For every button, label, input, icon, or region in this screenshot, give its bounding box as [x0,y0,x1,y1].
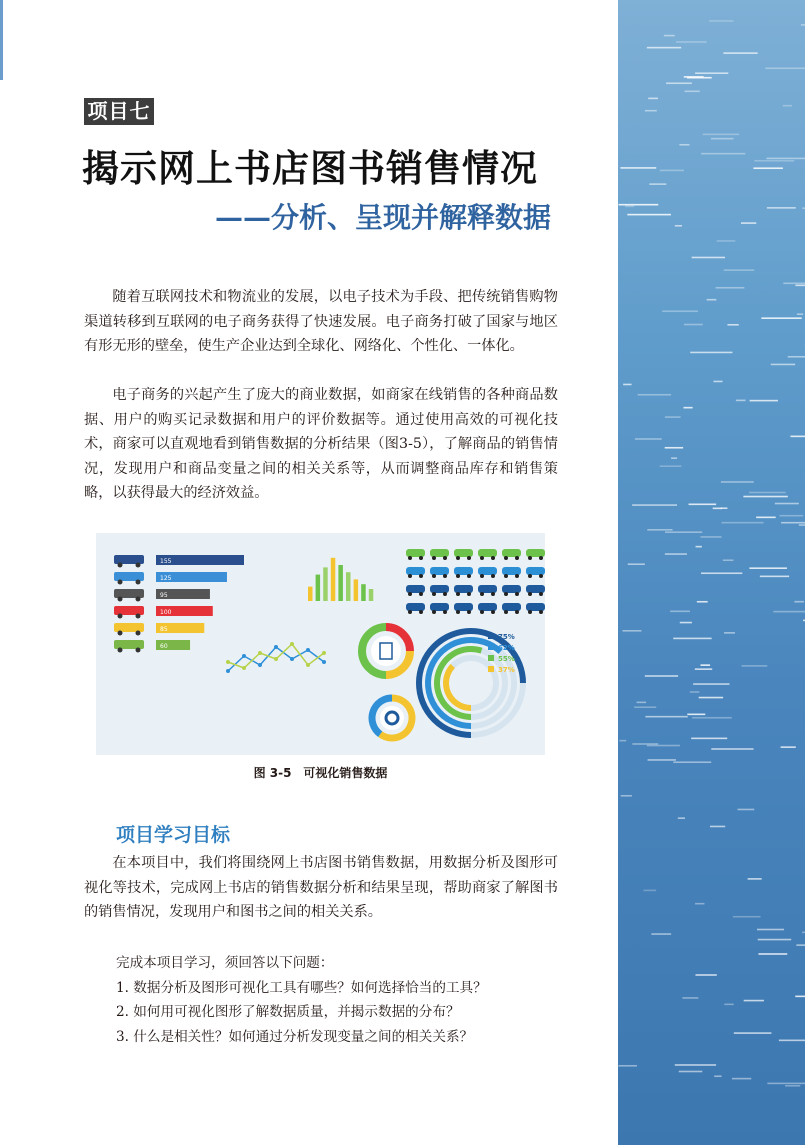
vehicle-icon [114,606,144,615]
question-item: 3. 什么是相关性？如何通过分析发现变量之间的相关关系？ [116,1028,474,1045]
sidebar-streak [738,809,755,811]
sidebar-streak [701,572,742,574]
sidebar-streak [665,553,687,555]
sidebar-streak [619,740,626,742]
vehicle-wheel [136,614,141,619]
car-wheel [456,574,460,578]
sidebar-streak [632,504,677,506]
sidebar-streak [781,746,796,748]
sidebar-streak [673,761,711,763]
sidebar-streak [757,929,784,931]
line-point [306,648,310,652]
sidebar-streak [749,492,786,494]
car-wheel [504,610,508,614]
sidebar-streak [635,438,662,440]
sidebar-streak [679,1071,703,1073]
section-heading-goals: 项目学习目标 [116,824,231,846]
sidebar-streak [621,795,632,797]
line-point [226,669,230,673]
sidebar-streak [796,944,805,946]
car-wheel [419,556,423,560]
column [354,579,359,601]
line-point [258,651,262,655]
car-icon [502,549,521,557]
sidebar-streak [647,47,681,49]
sidebar-streak [788,356,805,358]
sidebar-streak [750,400,778,402]
vehicle-wheel [118,614,123,619]
sidebar-streak [647,745,680,747]
sidebar-streak [695,974,716,976]
donut-legend-label: 55% [498,655,515,663]
car-icon [406,585,425,593]
car-wheel [467,574,471,578]
donut-legend-label: 62% [498,644,515,652]
car-wheel [528,574,532,578]
sidebar-streak [756,517,776,519]
sidebar-streak [724,269,754,271]
sidebar-streak [749,567,786,569]
page-subtitle: ——分析、呈现并解释数据 [214,201,551,234]
bar-label: 95 [160,592,168,599]
figure-graphic [96,533,545,755]
sidebar-streak [693,683,729,685]
vehicle-wheel [136,648,141,653]
car-wheel [491,574,495,578]
donut-legend-swatch [488,666,494,672]
line-point [290,657,294,661]
sidebar-streak [665,531,702,533]
car-icon [454,603,473,611]
sidebar-streak [684,76,704,78]
car-icon [502,585,521,593]
sidebar-streak [801,24,805,26]
sidebar-streak [723,52,757,54]
car-wheel [480,556,484,560]
car-wheel [515,574,519,578]
vehicle-icon [114,572,144,581]
sidebar-streak [645,110,657,112]
sidebar-streak [744,1000,764,1002]
sidebar-streak [795,285,805,287]
vehicle-wheel [118,648,123,653]
car-icon [430,549,449,557]
sidebar-streak [781,522,805,524]
car-wheel [528,592,532,596]
sidebar-streak [785,1085,800,1087]
vehicle-icon [114,555,144,564]
sidebar-streak [651,933,671,935]
sidebar-streak [695,903,704,905]
sidebar-streak [754,160,794,162]
vehicle-icon [114,640,144,649]
sidebar-streak [748,878,762,880]
car-wheel [408,574,412,578]
sidebar-streak [721,481,754,483]
figure-caption: 图 3-5 可视化销售数据 [253,766,388,780]
line-point [242,666,246,670]
car-wheel [467,556,471,560]
sidebar-streak [727,324,738,326]
sidebar-streak [709,20,733,22]
car-wheel [432,592,436,596]
sidebar-streak [687,714,705,716]
car-wheel [504,556,508,560]
corner-mark [0,0,3,80]
sidebar-streak [696,546,702,548]
donut-legend-swatch [488,633,494,639]
sidebar-streak [717,240,736,242]
sidebar-streak [670,611,690,613]
sidebar-streak [732,1078,751,1080]
sidebar-streak [619,204,659,206]
line-point [306,663,310,667]
column [369,589,374,601]
vehicle-wheel [136,597,141,602]
car-wheel [491,592,495,596]
sidebar-streak [675,225,682,227]
sidebar-streak [623,630,642,632]
sidebar-streak [767,207,796,209]
car-wheel [443,574,447,578]
sidebar-streak [691,738,727,740]
donut-legend-swatch [488,655,494,661]
sidebar-streak [625,206,634,208]
car-icon [478,585,497,593]
car-wheel [491,556,495,560]
vehicle-wheel [118,563,123,568]
column [361,584,366,601]
sidebar-streak [695,668,712,670]
sidebar-streak [666,82,692,84]
sidebar-streak [734,1032,772,1034]
sidebar-streak [695,72,728,74]
car-wheel [408,556,412,560]
sidebar-streak [645,716,687,718]
line-point [322,651,326,655]
sidebar-streak [723,559,734,561]
donut-legend-label: 37% [498,666,515,674]
sidebar-streak [742,665,768,667]
sidebar-streak [680,622,692,624]
sidebar-streak [724,632,735,634]
vehicle-wheel [118,597,123,602]
sidebar-streak [690,352,732,354]
car-icon [406,567,425,575]
sidebar-streak [678,817,685,819]
car-wheel [443,592,447,596]
sidebar-streak [662,310,698,312]
line-point [290,642,294,646]
car-wheel [419,610,423,614]
clipboard-ring-center [371,636,401,666]
question-item: 1. 数据分析及图形可视化工具有哪些？如何选择恰当的工具？ [116,979,487,996]
sidebar-streak [700,664,710,666]
page-title: 揭示网上书店图书销售情况 [82,146,538,190]
donut-legend-swatch [488,644,494,650]
car-wheel [504,592,508,596]
sidebar-streak [741,222,756,224]
sidebar-streak [771,364,795,366]
car-wheel [480,592,484,596]
sidebar-streak [684,324,703,326]
sidebar-streak [682,997,698,999]
car-wheel [408,592,412,596]
sidebar-streak [634,706,656,708]
column [346,572,351,601]
sidebar-streak [766,158,805,160]
sidebar-streak [683,407,692,409]
sidebar-streak [703,134,739,136]
sidebar-streak [689,503,717,505]
sidebar-streak [665,416,681,418]
sidebar-streak [665,447,683,449]
sidebar-streak [685,91,700,93]
car-wheel [408,610,412,614]
line-point [274,657,278,661]
vehicle-wheel [136,631,141,636]
sidebar-streak [779,1040,805,1042]
sidebar-streak [671,457,677,459]
car-wheel [539,556,543,560]
sidebar-streak [647,529,672,531]
sidebar-streak [660,170,684,172]
vehicle-icon [114,589,144,598]
sidebar-streak [690,691,699,693]
sidebar-streak [714,1075,721,1077]
vehicle-wheel [118,580,123,585]
car-wheel [528,556,532,560]
sidebar-streak [775,503,799,505]
car-wheel [432,610,436,614]
sidebar-streak [638,394,671,396]
line-point [242,654,246,658]
sidebar-streak [758,953,787,955]
car-icon [430,585,449,593]
sidebar-streak [716,287,745,289]
car-wheel [456,556,460,560]
question-list [84,951,558,1049]
sidebar-streak [760,576,789,578]
car-wheel [432,556,436,560]
sidebar-streak [795,996,805,998]
sidebar-streak [753,167,783,169]
bar-label: 60 [160,643,168,650]
sidebar-streak [767,1083,805,1085]
sidebar-streak [618,1065,637,1067]
sidebar-streak [697,601,708,603]
sidebar-streak [637,702,647,704]
sidebar-streak [673,638,711,640]
goals-paragraph: 在本项目中，我们将围绕网上书店图书销售数据，用数据分析及图形可视化等技术，完成网上书店的销售数据分析和结果呈现，帮助商家了解图书的销售情况，发现用户和图书之间的相关关系。 [84,855,558,920]
car-wheel [456,610,460,614]
donut-legend-label: 75% [498,633,515,641]
sidebar-streak [623,384,631,386]
sidebar-streak [660,465,682,467]
figure-content [114,549,545,738]
car-icon [406,549,425,557]
car-icon [502,567,521,575]
line-point [322,660,326,664]
sidebar-streak [773,611,805,613]
car-icon [478,603,497,611]
sidebar-streak [675,1064,716,1066]
sidebar-streak [701,153,745,155]
column [308,587,313,601]
sidebar-streak [783,105,792,107]
car-wheel [419,592,423,596]
sidebar-streak [711,748,753,750]
sidebar-streak [664,35,675,37]
vehicle-wheel [136,563,141,568]
sidebar-streak [713,381,722,383]
vehicle-icon [114,623,144,632]
sidebar-streak [710,826,725,828]
car-wheel [467,610,471,614]
car-icon [526,585,545,593]
car-icon [430,603,449,611]
sales-visualization-figure [96,533,545,755]
sidebar-streak [676,41,707,43]
sidebar-streak [632,743,658,745]
sidebar-streak [628,563,645,565]
column [316,575,321,601]
project-badge: 项目七 [84,98,154,125]
car-wheel [539,610,543,614]
intro-paragraph-1: 随着互联网技术和物流业的发展，以电子技术为手段、把传统销售购物渠道转移到互联网的电子商务获得了快速发展。电子商务打破了国家与地区有形无形的壁垒，使生产企业达到全球化、网络化、个性化、一体化。 [84,289,558,354]
car-icon [478,567,497,575]
question-item: 2. 如何用可视化图形了解数据质量，并揭示数据的分布？ [116,1004,460,1020]
car-icon [454,549,473,557]
sidebar-streak [713,508,722,510]
sidebar-streak [692,717,732,719]
car-icon [502,603,521,611]
car-wheel [539,592,543,596]
sidebar-streak [699,697,723,699]
sidebar-streak [794,601,804,603]
sidebar-streak [783,283,805,285]
donut-ring [446,666,471,708]
car-wheel [491,610,495,614]
sidebar-streak [648,759,676,761]
sidebar-streak [645,675,678,677]
vehicle-wheel [118,631,123,636]
sidebar-streak [799,524,805,526]
column [331,558,336,601]
sidebar-streak [707,299,717,301]
sidebar-streak [627,214,671,216]
car-icon [526,567,545,575]
sidebar-streak [736,400,746,402]
line-point [274,645,278,649]
line-point [226,660,230,664]
car-wheel [528,610,532,614]
question-lead: 完成本项目学习，须回答以下问题： [116,955,334,971]
sidebar-streak [700,536,721,538]
car-wheel [539,574,543,578]
sidebar-streak [721,522,763,524]
sidebar-streak [765,67,805,69]
sidebar-streak [733,916,761,918]
sidebar-streak [761,317,801,319]
car-wheel [443,610,447,614]
sidebar-streak [649,183,666,185]
car-icon [478,549,497,557]
car-wheel [432,574,436,578]
bar-label: 125 [160,575,172,582]
car-wheel [443,556,447,560]
sidebar-streak [797,313,803,315]
sidebar-streak [692,257,725,259]
sidebar-streak [743,496,787,498]
car-wheel [467,592,471,596]
car-icon [454,585,473,593]
vehicle-wheel [136,580,141,585]
column [323,567,328,601]
data-stream-graphic [618,0,805,1145]
sidebar-streak [721,507,728,509]
car-wheel [515,592,519,596]
car-icon [526,549,545,557]
car-icon [526,603,545,611]
bar-label: 155 [160,558,172,565]
sidebar-streak [620,167,656,169]
sidebar-streak [648,98,658,100]
car-icon [430,567,449,575]
sidebar-streak [711,138,734,140]
car-wheel [456,592,460,596]
car-wheel [419,574,423,578]
car-wheel [480,574,484,578]
car-wheel [480,610,484,614]
sidebar-streak [780,515,804,517]
gear-ring-center [380,706,404,730]
sidebar-streak [758,939,791,941]
sidebar-streak [644,890,657,892]
sidebar-streak [724,1004,733,1006]
car-icon [406,603,425,611]
car-wheel [504,574,508,578]
intro-paragraph-2: 电子商务的兴起产生了庞大的商业数据，如商家在线销售的各种商品数据、用户的购买记录数据和用户的评价数据等。通过使用高效的可视化技术，商家可以直观地看到销售数据的分析结果（图3-5），了解商品的销售情况，发现用户和商品变量之间的相关关系等，从而调整商品库存和销售策略，以获得最大的经济效益。 [84,387,558,501]
sidebar-streak [679,144,689,146]
column [338,565,343,601]
car-icon [454,567,473,575]
decorative-sidebar [618,0,805,1145]
bar-label: 100 [160,609,172,616]
line-point [258,663,262,667]
car-wheel [515,610,519,614]
sidebar-streak [790,436,805,438]
bar-label: 85 [160,626,168,633]
car-wheel [515,556,519,560]
